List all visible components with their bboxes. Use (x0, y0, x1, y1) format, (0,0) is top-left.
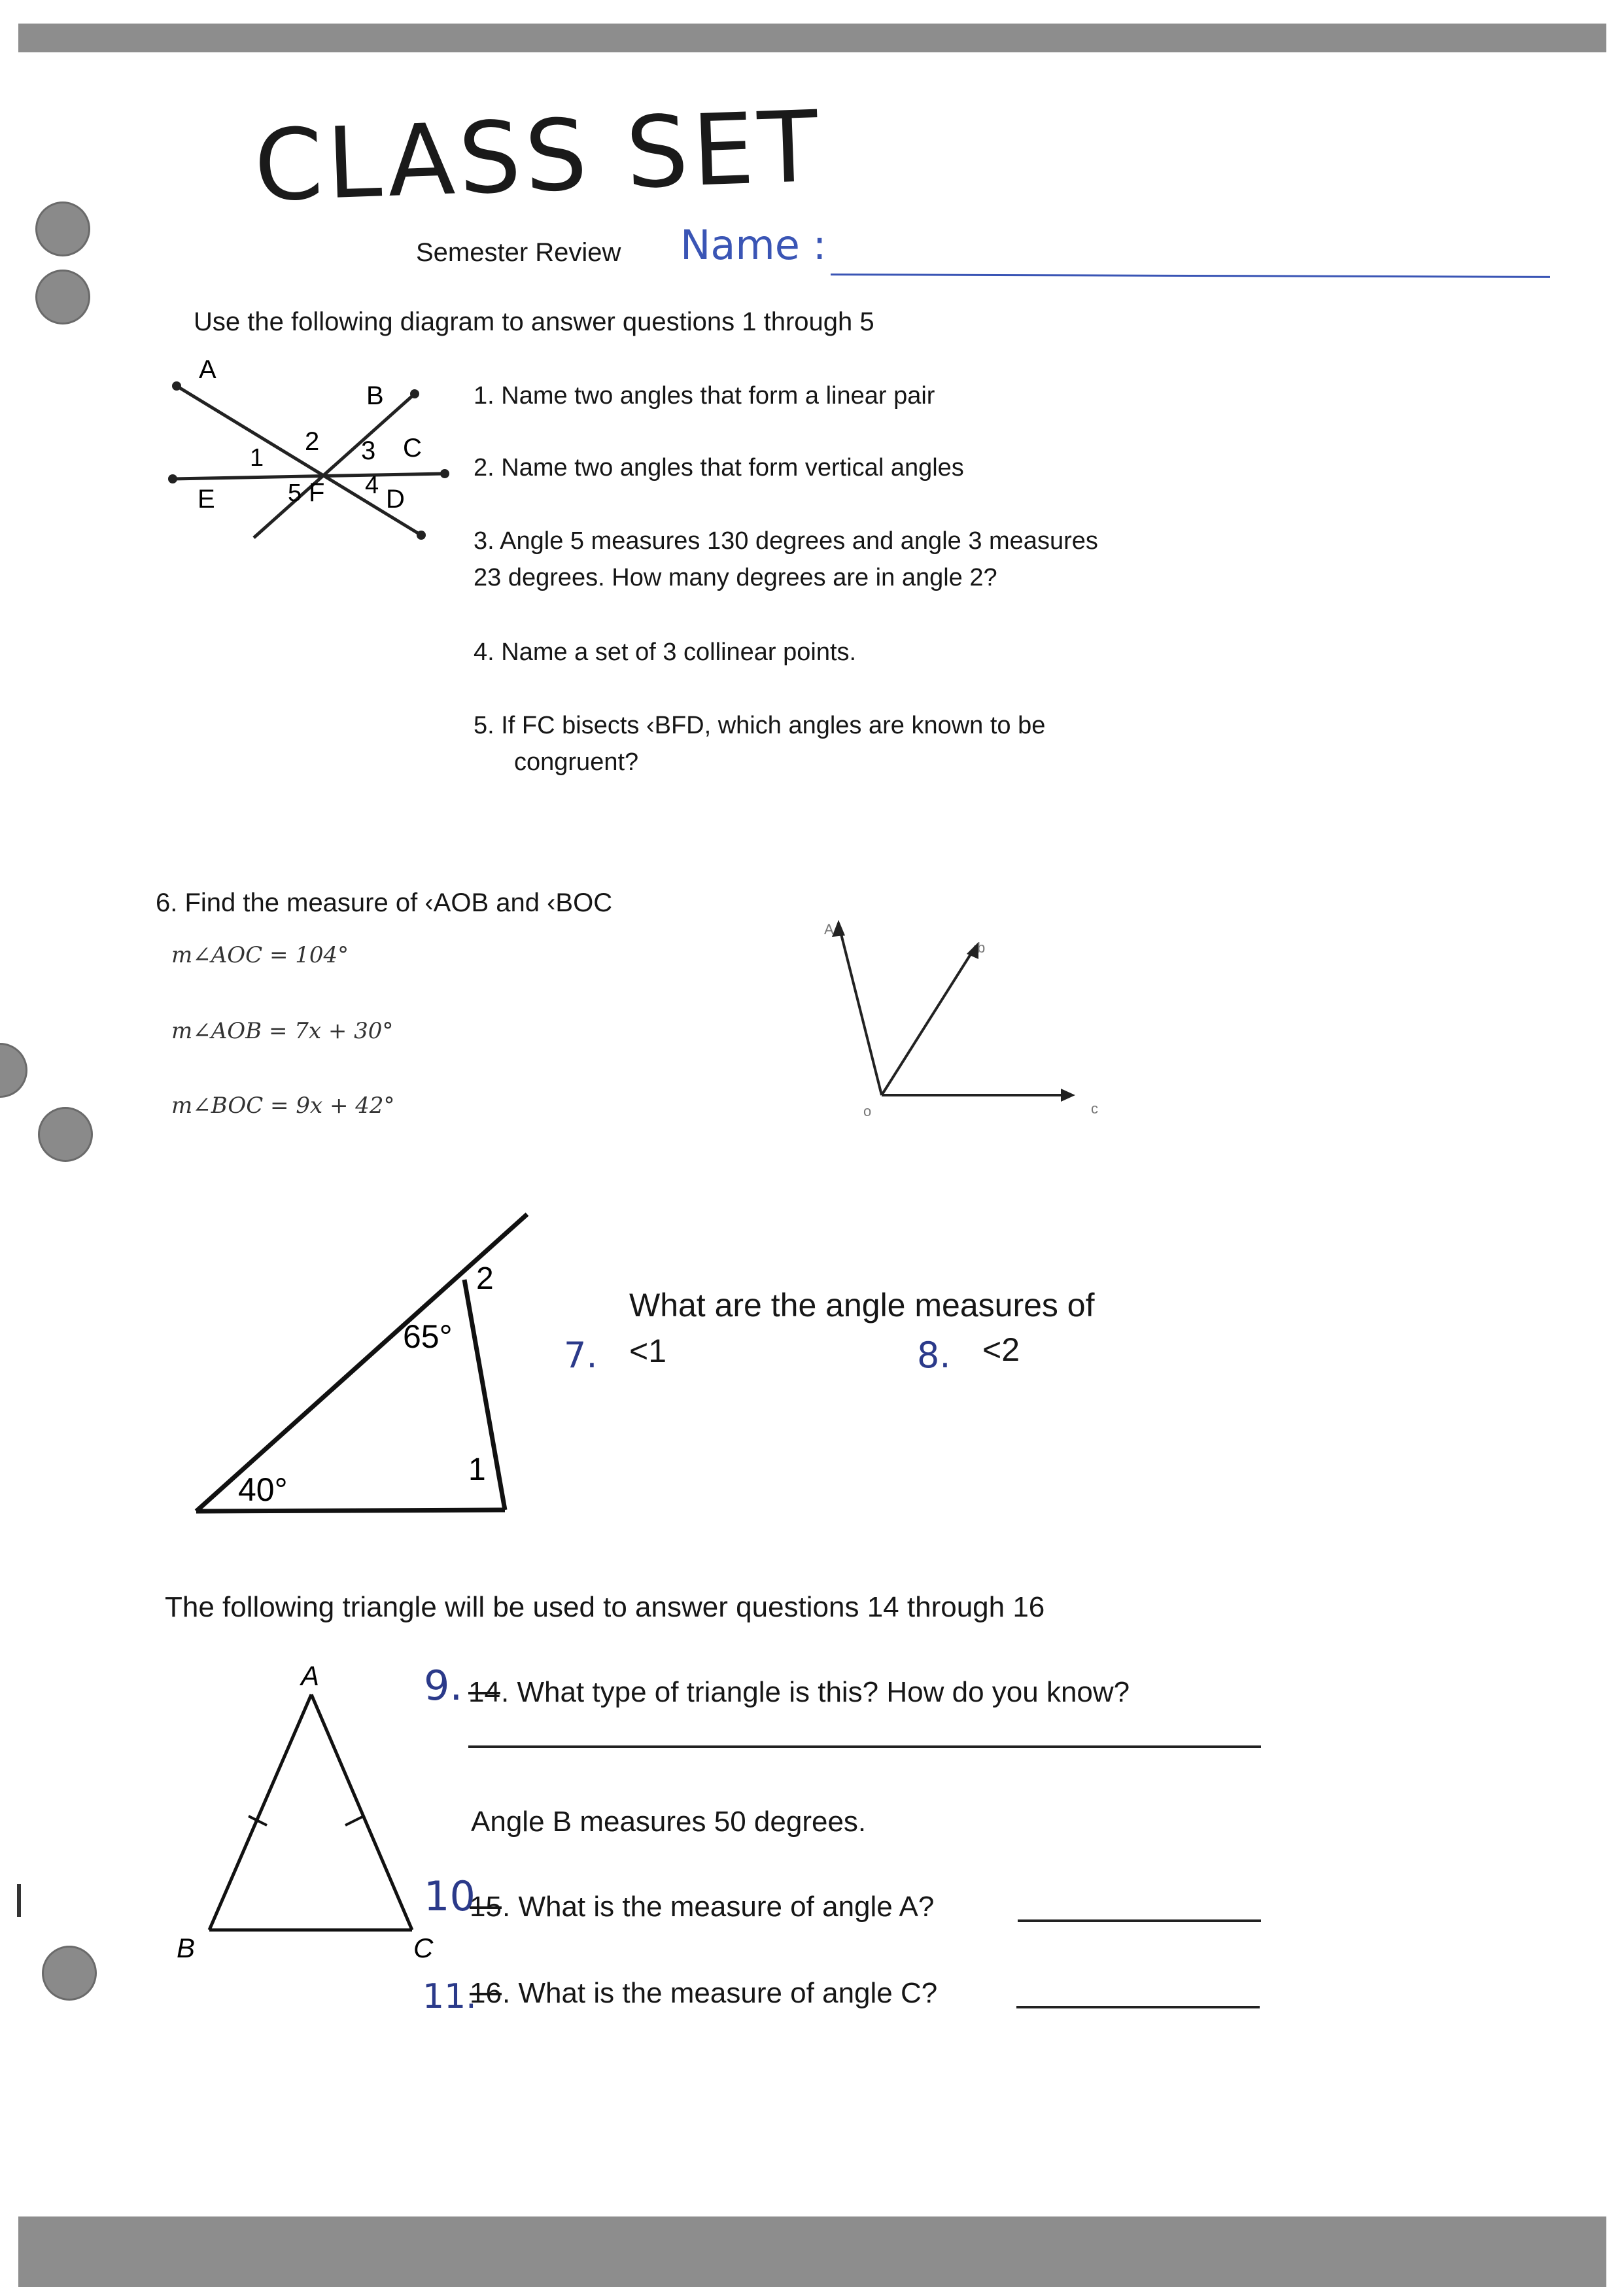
question-5-line1: 5. If FC bisects ‹BFD, which angles are known to be (474, 712, 1046, 739)
question-9-answer-line[interactable] (468, 1745, 1261, 1748)
question-8-label: <2 (982, 1331, 1020, 1368)
question-4: 4. Name a set of 3 collinear points. (474, 639, 857, 666)
point-label-d: D (386, 485, 405, 514)
angle-label-5: 5 (288, 480, 302, 507)
question-9-struck-number: 14 (468, 1676, 500, 1708)
angle-label-1: 1 (250, 444, 264, 472)
vertex-label-c: C (413, 1933, 434, 1963)
equation-aob: m∠AOB = 7x + 30° (171, 1018, 394, 1044)
ray-label-a: A (824, 921, 834, 937)
question-8-number: 8. (917, 1335, 951, 1376)
name-field[interactable] (831, 273, 1550, 278)
binder-hole-4 (38, 1107, 93, 1162)
angle-aoc-diagram (811, 907, 1098, 1123)
question-7-label: <1 (629, 1333, 667, 1369)
point-label-e: E (198, 485, 215, 514)
point-label-c: C (403, 434, 422, 463)
angle-label-3: 3 (361, 436, 376, 465)
angle-label-65: 65° (403, 1318, 453, 1355)
ray-label-c: c (1091, 1100, 1098, 1117)
triangle-angle-1: 1 (468, 1452, 486, 1487)
question-11-struck-number: 16 (470, 1977, 502, 2009)
top-scan-bar (18, 24, 1606, 52)
question-9-text: . What type of triangle is this? How do you know? (501, 1676, 1130, 1708)
question-2: 2. Name two angles that form vertical angles (474, 454, 964, 482)
point-label-f: F (309, 478, 325, 507)
question-10-number: 10 (424, 1872, 475, 1920)
isosceles-triangle-diagram (170, 1662, 458, 1963)
angle-label-2: 2 (305, 427, 320, 456)
vertex-label-b: B (177, 1933, 196, 1963)
question-10-text: . What is the measure of angle A? (502, 1891, 935, 1923)
given-angle-b: Angle B measures 50 degrees. (471, 1806, 867, 1838)
question-11-number: 11. (423, 1977, 477, 2016)
triangle-diagram-q7-q8 (183, 1197, 549, 1524)
question-7-number: 7. (564, 1335, 598, 1376)
ray-label-b: b (977, 939, 986, 956)
angle-label-4: 4 (365, 472, 379, 499)
point-label-a: A (199, 355, 216, 384)
equation-boc: m∠BOC = 9x + 42° (171, 1093, 395, 1119)
section1-intro: Use the following diagram to answer questions 1 through 5 (194, 307, 874, 336)
question-6: 6. Find the measure of ‹AOB and ‹BOC (156, 888, 613, 917)
point-label-b: B (366, 381, 384, 410)
question-10-answer-line[interactable] (1018, 1919, 1261, 1922)
section4-intro: The following triangle will be used to answer questions 14 through 16 (165, 1591, 1045, 1623)
page-title: CLASS SET (252, 90, 824, 224)
question-5-line2: congruent? (514, 748, 639, 776)
question-10-struck-number: 15 (470, 1891, 502, 1923)
vertex-label-a: A (301, 1660, 320, 1691)
intersecting-lines-diagram (157, 353, 458, 550)
question-3-line1: 3. Angle 5 measures 130 degrees and angle 3 measures (474, 527, 1098, 555)
bottom-scan-bar (18, 2216, 1606, 2287)
question-11-text: . What is the measure of angle C? (502, 1977, 938, 2009)
binder-hole-5 (42, 1946, 97, 2001)
angle-label-40: 40° (238, 1471, 288, 1508)
subtitle: Semester Review (416, 238, 621, 267)
angle-measures-prompt: What are the angle measures of (629, 1287, 1095, 1323)
question-11-answer-line[interactable] (1016, 2006, 1260, 2008)
equation-aoc: m∠AOC = 104° (171, 942, 349, 968)
name-label: Name : (680, 221, 827, 269)
vertex-label-o: o (863, 1103, 872, 1119)
question-9-number: 9. (424, 1662, 463, 1709)
binder-hole-edge (17, 1884, 21, 1917)
triangle-angle-2: 2 (476, 1261, 494, 1296)
binder-hole-2 (35, 270, 90, 324)
binder-hole-3 (0, 1043, 27, 1098)
question-3-line2: 23 degrees. How many degrees are in angle 2? (474, 564, 997, 591)
question-1: 1. Name two angles that form a linear pair (474, 382, 935, 410)
binder-hole-1 (35, 201, 90, 256)
